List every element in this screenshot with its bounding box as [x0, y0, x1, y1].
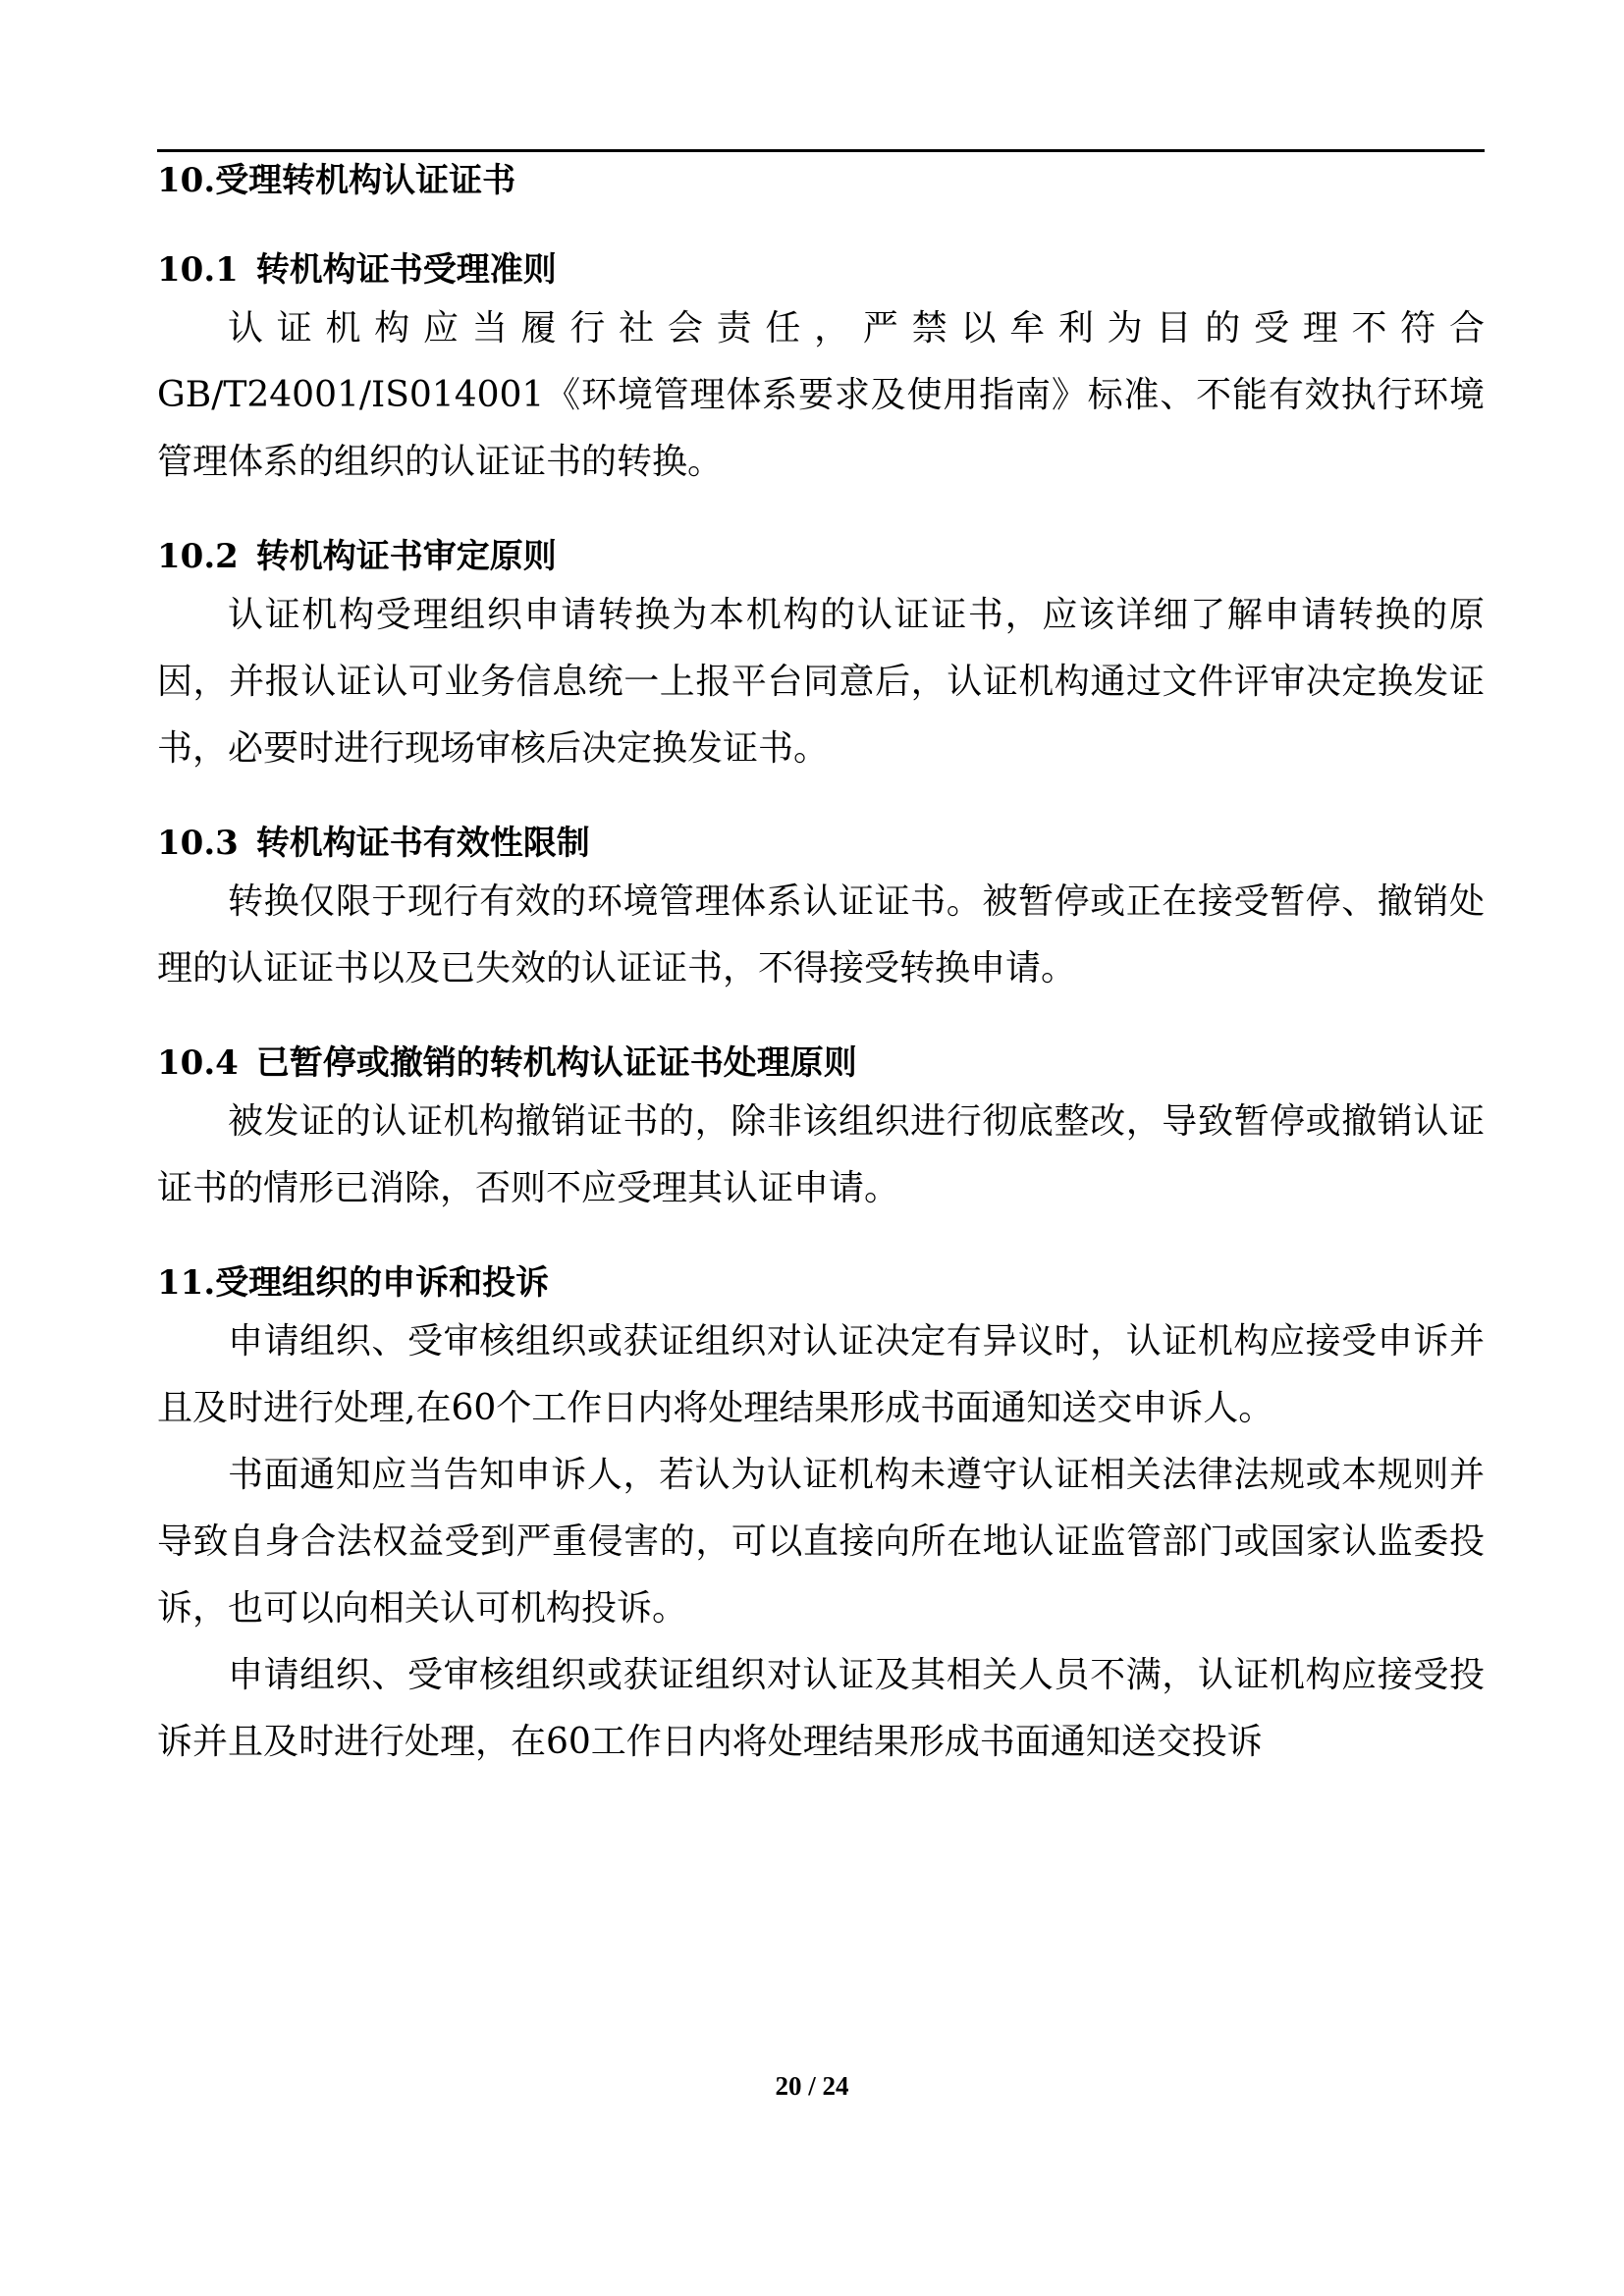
paragraph-10-3: 转换仅限于现行有效的环境管理体系认证证书。被暂停或正在接受暂停、撤销处理的认证证书以及已失效的认证证书，不得接受转换申请。: [157, 881, 1485, 988]
paragraph-11-2: 书面通知应当告知申诉人，若认为认证机构未遵守认证相关法律法规或本规则并导致自身合法权益受到严重侵害的，可以直接向所在地认证监管部门或国家认监委投诉，也可以向相关认可机构投诉。: [157, 1455, 1485, 1629]
section-heading-10-1: 10.1 转机构证书受理准则: [157, 250, 557, 290]
paragraph-10-1: 认证机构应当履行社会责任，严禁以牟利为目的受理不符合GB/T24001/IS014001《环境管理体系要求及使用指南》标准、不能有效执行环境管理体系的组织的认证证书的转换。: [157, 308, 1485, 482]
section-heading-10-3: 10.3 转机构证书有效性限制: [157, 824, 590, 863]
paragraph-11-3: 申请组织、受审核组织或获证组织对认证及其相关人员不满，认证机构应接受投诉并且及时进行处理，在60工作日内将处理结果形成书面通知送交投诉: [157, 1655, 1485, 1762]
section-heading-11: 11.受理组织的申诉和投诉: [157, 1263, 550, 1303]
paragraph-11-1: 申请组织、受审核组织或获证组织对认证决定有异议时，认证机构应接受申诉并且及时进行处理,在60个工作日内将处理结果形成书面通知送交申诉人。: [157, 1321, 1485, 1428]
page-number: 20 / 24: [775, 2071, 849, 2101]
paragraph-10-4: 被发证的认证机构撤销证书的，除非该组织进行彻底整改，导致暂停或撤销认证证书的情形已消除，否则不应受理其认证申请。: [157, 1101, 1485, 1208]
section-heading-10-4: 10.4 已暂停或撤销的转机构认证证书处理原则: [157, 1043, 857, 1083]
section-heading-10: 10.受理转机构认证证书: [157, 161, 516, 200]
document-body: [157, 155, 1485, 1776]
section-heading-10-2: 10.2 转机构证书审定原则: [157, 537, 557, 576]
header-rule: [157, 149, 1485, 152]
paragraph-10-2: 认证机构受理组织申请转换为本机构的认证证书，应该详细了解申请转换的原因，并报认证认可业务信息统一上报平台同意后，认证机构通过文件评审决定换发证书，必要时进行现场审核后决定换发证书。: [157, 595, 1485, 769]
